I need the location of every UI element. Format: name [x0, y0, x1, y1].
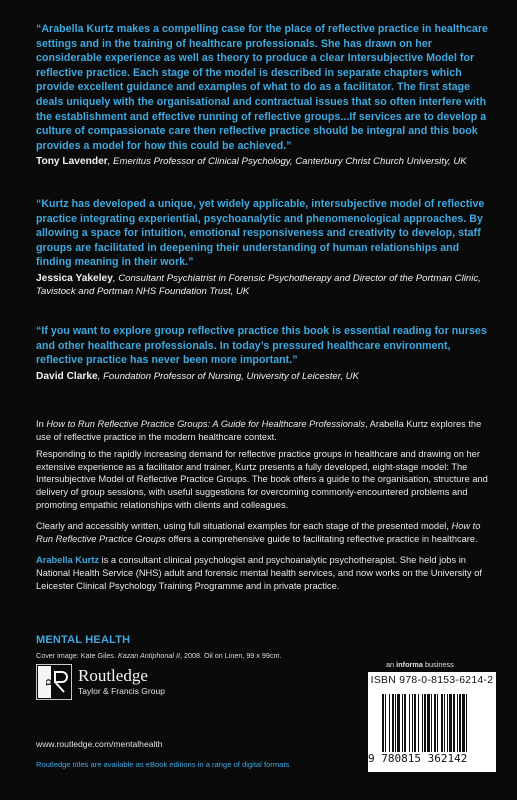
barcode-bar — [437, 694, 438, 752]
cover-credit-title: Kazan Antiphonal II — [117, 651, 180, 660]
barcode-bar — [466, 694, 467, 752]
barcode-bar — [434, 694, 436, 752]
author-bio-name: Arabella Kurtz — [36, 555, 100, 566]
author-bio-text: is a consultant clinical psychologist and psychoanalytic psychotherapist. She held jobs in National Health Service (NHS) adult and forensic mental health services, and now works on the University of Leicester Clinical Psychology Training Programme and in private practice. — [36, 555, 482, 591]
informa-prefix: an — [386, 660, 397, 669]
barcode-bar — [441, 694, 443, 752]
description-para-1-suffix: , Arabella Kurtz explores the use of reflective practice in the modern healthcare context. — [36, 419, 482, 442]
informa-suffix: business — [422, 660, 454, 669]
publisher-website[interactable]: www.routledge.com/mentalhealth — [36, 739, 163, 749]
barcode-bar — [457, 694, 458, 752]
barcode-bar — [395, 694, 396, 752]
publisher-name: Routledge — [78, 666, 148, 685]
barcode-bar — [427, 694, 430, 752]
barcode-bar — [424, 694, 426, 752]
barcode-bar — [412, 694, 413, 752]
description-para-3-prefix: Clearly and accessibly written, using full situational examples for each stage of the presented model, — [36, 521, 452, 532]
barcode-bar — [382, 694, 384, 752]
barcode-bar — [449, 694, 452, 752]
publisher-group: Taylor & Francis Group — [78, 686, 165, 696]
quote-2-role: , Consultant Psychiatrist in Forensic Psychotherapy and Director of the Portman Clinic, Tavistock and Portman NHS Foundation Trust, UK — [36, 272, 481, 297]
isbn-number: ISBN 978-0-8153-6214-2 — [370, 675, 494, 686]
quote-1 — [36, 22, 488, 168]
cover-credit-suffix: , 2008. Oil on Linen, 99 x 99cm. — [179, 651, 282, 660]
subject-category: MENTAL HEALTH — [36, 634, 131, 646]
barcode-bar — [431, 694, 432, 752]
book-description — [36, 418, 488, 597]
barcode-icon — [382, 694, 492, 752]
svg-text:R: R — [42, 677, 58, 687]
barcode-bar — [462, 694, 465, 752]
description-para-1 — [36, 418, 488, 443]
barcode-digits: 9 780815 362142 — [368, 752, 468, 765]
isbn-barcode — [368, 672, 496, 772]
book-title-short-italic: How to Run Reflective Practice Groups — [36, 521, 481, 544]
barcode-bar — [414, 694, 416, 752]
book-title-italic: How to Run Reflective Practice Groups: A Guide for Healthcare Professionals — [46, 419, 365, 429]
barcode-bar — [447, 694, 448, 752]
quote-1-attribution — [36, 155, 488, 168]
barcode-bar — [404, 694, 406, 752]
quote-2-text: “Kurtz has developed a unique, yet widely applicable, intersubjective model of reflective practice integrating experiential, psychoanalytic and phenomenological approaches. By allowing a space for intuition, emotional responsiveness and creativity to develop, staff groups are facilitated in deepening their understanding of human relationships and finding meaning in their work.” — [36, 198, 485, 269]
quote-2 — [36, 197, 488, 298]
routledge-logo — [36, 664, 216, 708]
description-para-3 — [36, 520, 488, 545]
informa-brand: informa — [396, 660, 423, 669]
barcode-bar — [418, 694, 419, 752]
quote-1-role: , Emeritus Professor of Clinical Psychology, Canterbury Christ Church University, UK — [107, 156, 467, 168]
barcode-bar — [389, 694, 390, 752]
barcode-bar — [392, 694, 394, 752]
quote-2-attribution — [36, 272, 488, 298]
cover-credit-prefix: Cover image: Kate Giles. — [36, 651, 118, 660]
description-para-1-prefix: In — [36, 419, 47, 429]
barcode-bar — [422, 694, 423, 752]
quote-1-text: “Arabella Kurtz makes a compelling case for the place of reflective practice in healthcare settings and in the training of healthcare professionals. She has drawn on her considerable experience as well as theory to produce a clear Intersubjective Model for reflective practice. Each stage of the model is described in separate chapters which provide excellent guidance and examples of what to do as a facilitator. The first stage deals uniquely with the organisational and contractual issues that so often interfere with the establishment and effective running of reflective groups...If services are to develop a culture of compassionate care then reflective practice should be integral and this book provides a model for how this could be achieved.” — [36, 23, 488, 152]
author-bio — [36, 554, 488, 592]
barcode-bar — [444, 694, 445, 752]
ebook-note: Routledge titles are available as eBook editions in a range of digital formats — [36, 760, 290, 769]
quote-3-name: David Clarke — [36, 370, 98, 382]
barcode-bar — [453, 694, 455, 752]
quote-2-name: Jessica Yakeley — [36, 272, 113, 284]
description-para-3-suffix: offers a comprehensive guide to facilitating reflective practice in healthcare. — [165, 533, 478, 544]
barcode-bar — [385, 694, 386, 752]
informa-note — [386, 660, 454, 669]
quote-3 — [36, 324, 488, 383]
quote-1-name: Tony Lavender — [36, 156, 108, 168]
barcode-bar — [397, 694, 400, 752]
quote-3-text: “If you want to explore group reflective practice this book is essential reading for nurses and other healthcare professionals. In today’s pressured healthcare environment, reflective practice has never been more important.” — [36, 325, 487, 367]
barcode-bar — [409, 694, 410, 752]
routledge-r-icon — [36, 664, 72, 700]
barcode-bar — [459, 694, 461, 752]
barcode-bar — [402, 694, 403, 752]
quote-3-role: , Foundation Professor of Nursing, University of Leicester, UK — [97, 370, 360, 382]
description-para-2: Responding to the rapidly increasing demand for reflective practice groups in healthcare and drawing on her extensive experience as a facilitator and trainer, Kurtz presents a fully developed, eight-stage model: The Intersubjective Model of Reflective Practice Groups. The book offers a guide to the organisation, structure and delivery of group sessions, with useful suggestions for overcoming commonly-encountered problems and promoting empathic relationships with clients and colleagues. — [36, 449, 488, 510]
quote-3-attribution — [36, 370, 488, 383]
cover-credit — [36, 651, 281, 660]
